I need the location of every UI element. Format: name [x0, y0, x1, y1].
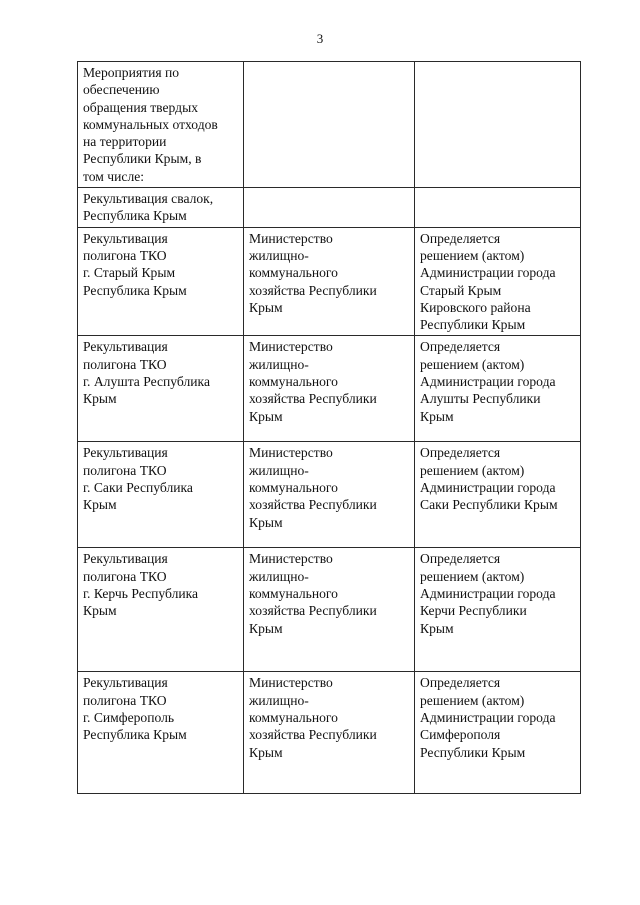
table-cell-measure	[78, 336, 244, 442]
table-cell-funding	[415, 672, 581, 794]
table-row	[78, 672, 581, 794]
cell-text: Рекультивация полигона ТКО г. Старый Крым Республика Крым	[83, 230, 187, 298]
table-cell-measure	[78, 62, 244, 188]
page-number: 3	[316, 31, 324, 46]
table-row	[78, 227, 581, 336]
table-row	[78, 336, 581, 442]
table-row	[78, 188, 581, 228]
table-cell-executor	[244, 442, 415, 548]
table-cell-measure	[78, 672, 244, 794]
cell-text: Рекультивация полигона ТКО г. Керчь Республика Крым	[83, 551, 199, 619]
cell-text: Министерство жилищно- коммунального хозяйства Республики Крым	[249, 230, 377, 315]
table-cell-executor	[244, 548, 415, 672]
cell-text: Министерство жилищно- коммунального хозяйства Республики Крым	[249, 339, 377, 424]
cell-text: Мероприятия по обеспечению обращения твердых коммунальных отходов на территории Республики Крым, в том числе:	[83, 65, 218, 184]
cell-text: Рекультивация полигона ТКО г. Алушта Республика Крым	[83, 339, 210, 407]
table-cell-measure	[78, 188, 244, 228]
table-cell-funding	[415, 188, 581, 228]
table-cell-executor	[244, 188, 415, 228]
cell-text: Рекультивация полигона ТКО г. Симферополь Республика Крым	[83, 675, 187, 743]
table-cell-executor	[244, 336, 415, 442]
table-row	[78, 62, 581, 188]
cell-text: Определяется решением (актом) Администрации города Керчи Республики Крым	[420, 551, 556, 636]
cell-text: Министерство жилищно- коммунального хозяйства Республики Крым	[249, 551, 377, 636]
cell-text: Определяется решением (актом) Администрации города Симферополя Республики Крым	[420, 675, 556, 760]
cell-text: Рекультивация свалок, Республика Крым	[83, 191, 214, 224]
cell-text: Определяется решением (актом) Администрации города Саки Республики Крым	[420, 445, 558, 513]
cell-text: Определяется решением (актом) Администрации города Старый Крым Кировского района Республики Крым	[420, 230, 556, 333]
table-cell-funding	[415, 227, 581, 336]
measures-table	[77, 61, 581, 794]
cell-text: Рекультивация полигона ТКО г. Саки Республика Крым	[83, 445, 193, 513]
table-cell-funding	[415, 442, 581, 548]
table-row	[78, 548, 581, 672]
table-cell-measure	[78, 548, 244, 672]
table-cell-funding	[415, 548, 581, 672]
table-cell-measure	[78, 442, 244, 548]
table-cell-executor	[244, 227, 415, 336]
table-cell-executor	[244, 672, 415, 794]
table-row	[78, 442, 581, 548]
cell-text: Министерство жилищно- коммунального хозяйства Республики Крым	[249, 445, 377, 530]
table-cell-funding	[415, 336, 581, 442]
table-cell-executor	[244, 62, 415, 188]
cell-text: Министерство жилищно- коммунального хозяйства Республики Крым	[249, 675, 377, 760]
table-cell-funding	[415, 62, 581, 188]
table-cell-measure	[78, 227, 244, 336]
cell-text: Определяется решением (актом) Администрации города Алушты Республики Крым	[420, 339, 556, 424]
